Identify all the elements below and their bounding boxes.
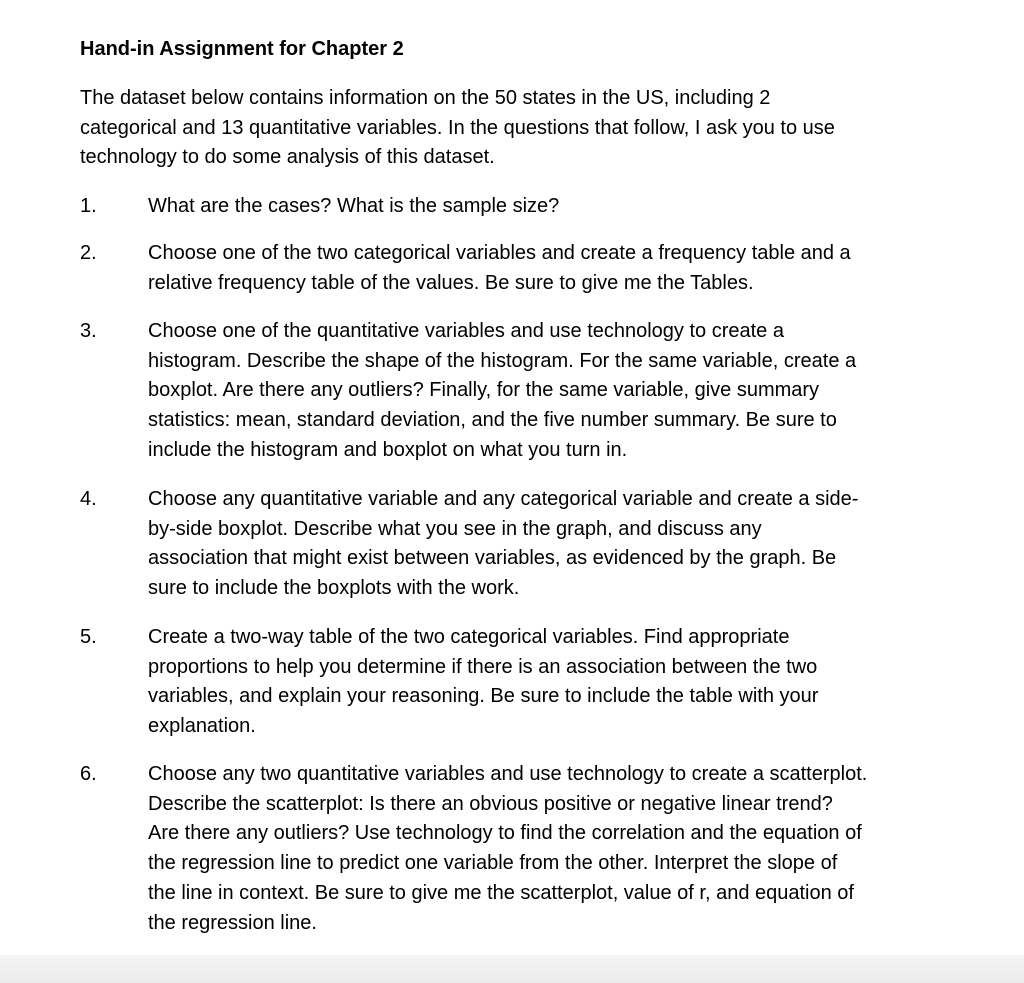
question-text <box>148 623 978 742</box>
question-line: the regression line to predict one variable from the other. Interpret the slope of <box>148 852 838 875</box>
question-line: Create a two-way table of the two categorical variables. Find appropriate <box>148 626 790 648</box>
question-line: variables, and explain your reasoning. Be sure to include the table with your <box>148 685 819 708</box>
question-number: 4. <box>80 488 97 510</box>
question-line: Choose any two quantitative variables and use technology to create a scatterplot. <box>148 763 868 785</box>
question-line: histogram. Describe the shape of the histogram. For the same variable, create a <box>148 349 857 372</box>
question-number: 5. <box>80 626 97 648</box>
question-line: Choose one of the quantitative variables and use technology to create a <box>148 320 784 342</box>
question-text <box>148 485 978 604</box>
question-line: explanation. <box>148 715 256 738</box>
question-line: What are the cases? What is the sample size? <box>148 195 560 217</box>
question-number: 6. <box>80 763 97 785</box>
question-line: association that might exist between variables, as evidenced by the graph. Be <box>148 547 837 570</box>
question-line: the line in context. Be sure to give me the scatterplot, value of r, and equation of <box>148 881 854 904</box>
question-text <box>148 239 978 298</box>
question-line: by-side boxplot. Describe what you see in the graph, and discuss any <box>148 517 762 540</box>
question-line: proportions to help you determine if there is an association between the two <box>148 655 818 678</box>
intro-paragraph <box>80 84 980 173</box>
question-line: the regression line. <box>148 911 317 934</box>
question-text <box>148 192 978 222</box>
question-line: Describe the scatterplot: Is there an obvious positive or negative linear trend? <box>148 792 833 815</box>
question-number: 1. <box>80 195 97 217</box>
question-line: statistics: mean, standard deviation, and the five number summary. Be sure to <box>148 409 837 432</box>
document-title: Hand-in Assignment for Chapter 2 <box>80 38 404 60</box>
question-number: 3. <box>80 320 97 342</box>
intro-line: categorical and 13 quantitative variables. In the questions that follow, I ask you to use <box>80 116 835 139</box>
question-text <box>148 760 978 938</box>
question-line: relative frequency table of the values. Be sure to give me the Tables. <box>148 271 754 294</box>
question-text <box>148 317 978 466</box>
question-line: sure to include the boxplots with the work. <box>148 577 520 600</box>
intro-line: technology to do some analysis of this dataset. <box>80 146 495 169</box>
question-line: include the histogram and boxplot on what you turn in. <box>148 438 628 461</box>
question-number: 2. <box>80 242 97 264</box>
question-line: Choose one of the two categorical variables and create a frequency table and a <box>148 242 851 264</box>
page-bottom-strip <box>0 955 1024 983</box>
intro-line: The dataset below contains information on the 50 states in the US, including 2 <box>80 87 771 109</box>
question-line: boxplot. Are there any outliers? Finally, for the same variable, give summary <box>148 379 820 402</box>
question-line: Are there any outliers? Use technology to find the correlation and the equation of <box>148 822 862 845</box>
question-line: Choose any quantitative variable and any categorical variable and create a side- <box>148 488 859 510</box>
